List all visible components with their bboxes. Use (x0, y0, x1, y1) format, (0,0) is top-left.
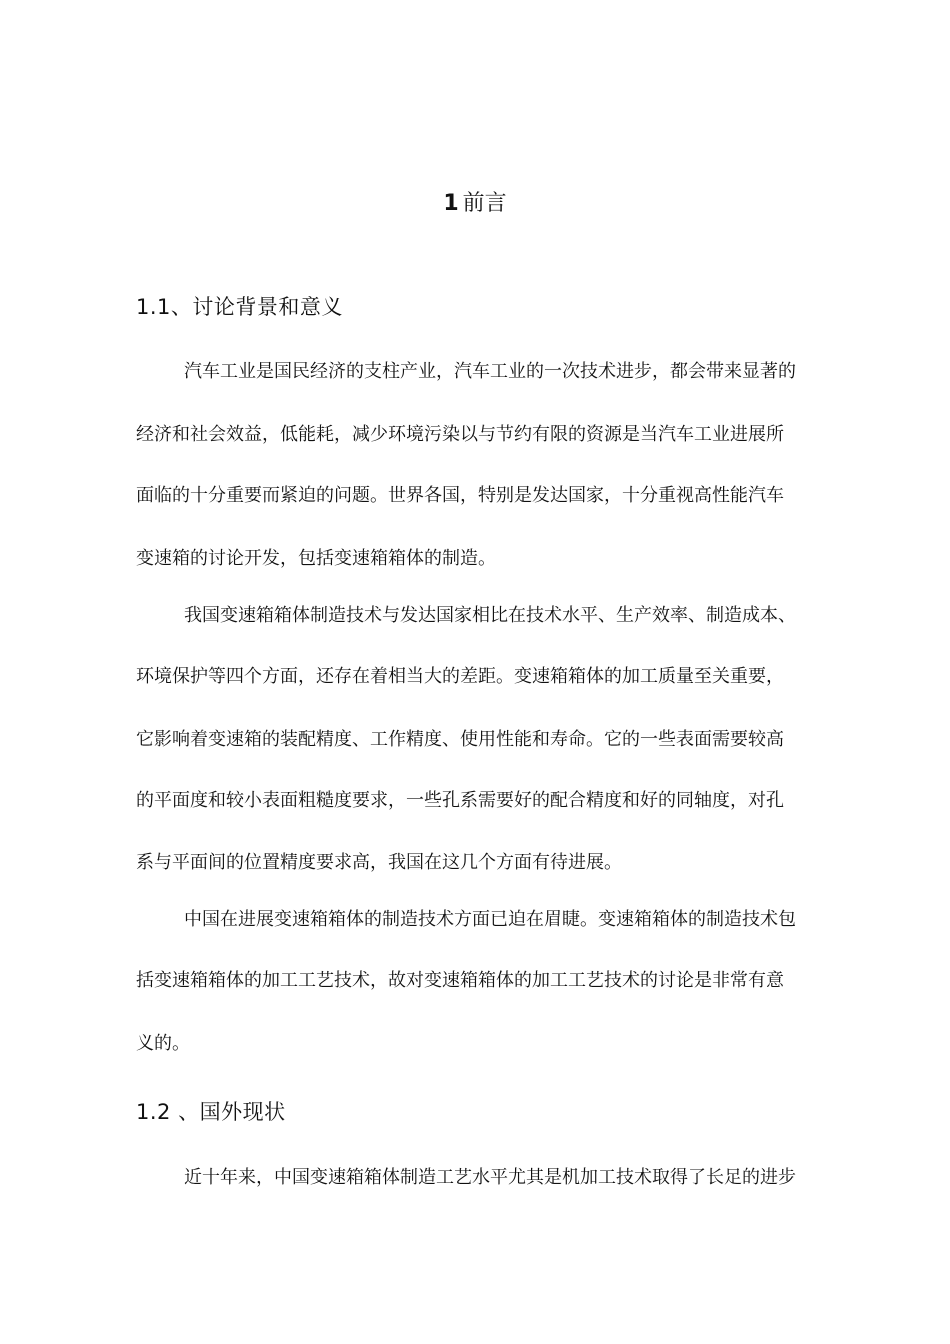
chapter-title-text: 前言 (462, 191, 507, 216)
paragraph-line: 系与平面间的位置精度要求高，我国在这几个方面有待进展。 (136, 852, 622, 873)
paragraph-line: 环境保护等四个方面，还存在着相当大的差距。变速箱箱体的加工质量至关重要， (136, 666, 784, 687)
chapter-number: 1 (443, 191, 459, 216)
paragraph-line: 中国在进展变速箱箱体的制造技术方面已迫在眉睫。变速箱箱体的制造技术包 (184, 909, 796, 930)
paragraph-line: 括变速箱箱体的加工工艺技术，故对变速箱箱体的加工工艺技术的讨论是非常有意 (136, 970, 784, 991)
paragraph-line: 我国变速箱箱体制造技术与发达国家相比在技术水平、生产效率、制造成本、 (184, 605, 796, 626)
paragraph-line: 的平面度和较小表面粗糙度要求，一些孔系需要好的配合精度和好的同轴度，对孔 (136, 790, 784, 811)
chapter-title (0, 188, 950, 220)
section-heading-1-1: 1.1、讨论背景和意义 (136, 295, 343, 319)
section-heading-1-2: 1.2 、国外现状 (136, 1100, 286, 1124)
paragraph-line: 近十年来，中国变速箱箱体制造工艺水平尤其是机加工技术取得了长足的进步 (184, 1167, 796, 1188)
paragraph-line: 经济和社会效益，低能耗，减少环境污染以与节约有限的资源是当汽车工业进展所 (136, 424, 784, 445)
paragraph-line: 面临的十分重要而紧迫的问题。世界各国，特别是发达国家，十分重视高性能汽车 (136, 485, 784, 506)
paragraph-line: 变速箱的讨论开发，包括变速箱箱体的制造。 (136, 548, 496, 569)
paragraph-line: 它影响着变速箱的装配精度、工作精度、使用性能和寿命。它的一些表面需要较高 (136, 729, 784, 750)
paragraph-line: 义的。 (136, 1033, 190, 1054)
paragraph-line: 汽车工业是国民经济的支柱产业，汽车工业的一次技术进步，都会带来显著的 (184, 361, 796, 382)
